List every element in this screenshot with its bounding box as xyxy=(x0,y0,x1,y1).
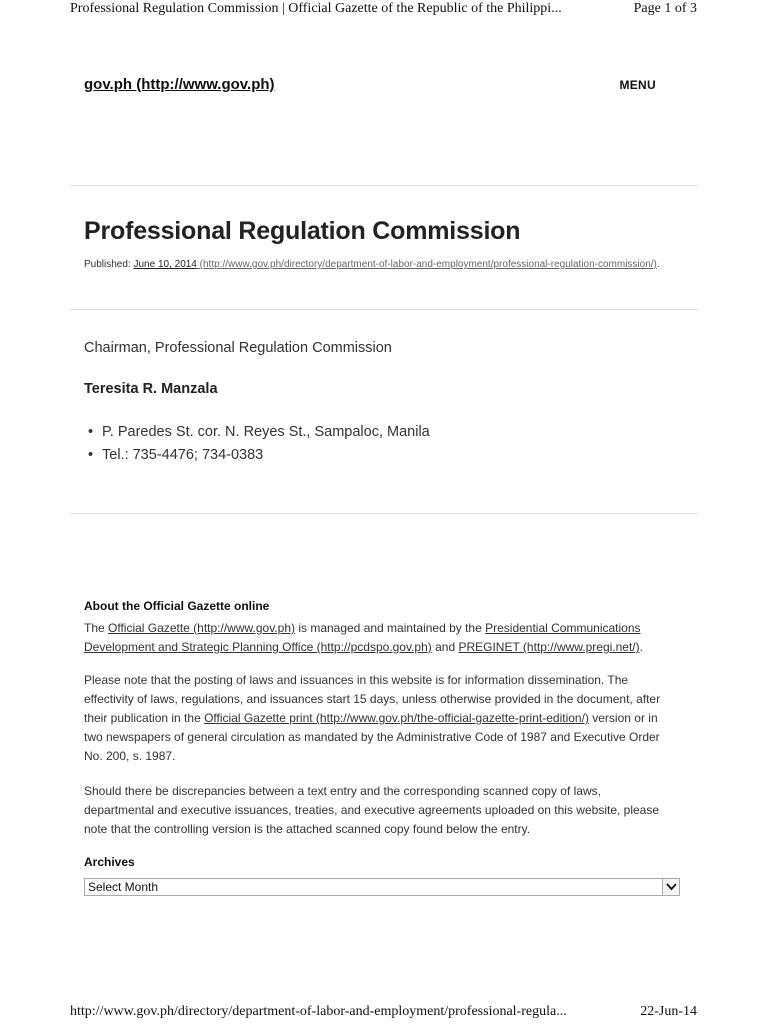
print-header-page-number: Page 1 of 3 xyxy=(633,1,697,16)
published-end: . xyxy=(656,259,660,270)
about-paragraph-2: Please note that the posting of laws and issuances in this website is for information dissemination. The effectivity of laws, regulations, and issuances start 15 days, unless otherwise provided in the document, after their publication in the Official Gazette print (http://www.gov.ph/the-official-gazette-print-edition/) version or in two newspapers of general circulation as mandated by the Administrative Code of 1987 and Executive Order No. 200, s. 1987. xyxy=(84,673,661,763)
about-heading: About the Official Gazette online xyxy=(84,599,270,613)
contact-list xyxy=(88,423,430,469)
bullet-icon: • xyxy=(88,424,94,440)
preginet-link[interactable]: PREGINET (http://www.pregi.net/) xyxy=(458,640,640,654)
print-header xyxy=(0,0,768,20)
archives-label: Archives xyxy=(84,855,135,869)
chevron-down-icon[interactable] xyxy=(662,879,679,895)
archives-month-select[interactable] xyxy=(84,878,680,896)
published-url-link[interactable]: (http://www.gov.ph/directory/department-of-labor-and-employment/professional-regulation-commission/) xyxy=(196,259,657,270)
published-date-link[interactable]: June 10, 2014 xyxy=(133,259,197,270)
print-header-title: Professional Regulation Commission | Official Gazette of the Republic of the Philippi... xyxy=(70,1,562,16)
page-title: Professional Regulation Commission xyxy=(84,217,521,245)
official-gazette-link[interactable]: Official Gazette (http://www.gov.ph) xyxy=(108,621,295,635)
bullet-icon: • xyxy=(88,447,94,463)
divider xyxy=(70,185,698,186)
published-info xyxy=(84,259,664,270)
about-paragraph-3: Should there be discrepancies between a text entry and the corresponding scanned copy of laws, departmental and executive issuances, treaties, and executive agreements uploaded on this website, please note that the controlling version is the attached scanned copy found below the entry. xyxy=(84,784,660,836)
divider xyxy=(70,513,698,514)
about-paragraph-1: The Official Gazette (http://www.gov.ph) is managed and maintained by the Presidential Communications Development and Strategic Planning Office (http://pcdspo.gov.ph) and PREGINET (http://www.pregi.net/). xyxy=(84,621,643,654)
site-header xyxy=(84,76,656,98)
published-label: Published: xyxy=(84,259,131,270)
person-name: Teresita R. Manzala xyxy=(84,381,218,397)
print-footer-date: 22-Jun-14 xyxy=(640,1004,697,1019)
gov-ph-home-link[interactable]: gov.ph (http://www.gov.ph) xyxy=(84,76,275,93)
print-footer-url: http://www.gov.ph/directory/department-of-labor-and-employment/professional-regula... xyxy=(70,1004,567,1019)
divider xyxy=(70,309,698,310)
menu-button[interactable]: MENU xyxy=(619,78,656,92)
official-gazette-print-link[interactable]: Official Gazette print (http://www.gov.ph/the-official-gazette-print-edition/) xyxy=(204,711,589,725)
contact-item-phone: • Tel.: 735-4476; 734-0383 xyxy=(88,447,264,463)
print-footer xyxy=(0,1004,768,1024)
pcdspo-link[interactable]: Presidential Communications Development and Strategic Planning Office (http://pcdspo.gov.ph) xyxy=(84,621,641,654)
archives-selected-value: Select Month xyxy=(88,880,159,894)
contact-item-address: • P. Paredes St. cor. N. Reyes St., Sampaloc, Manila xyxy=(88,424,430,440)
position-title: Chairman, Professional Regulation Commission xyxy=(84,340,392,356)
